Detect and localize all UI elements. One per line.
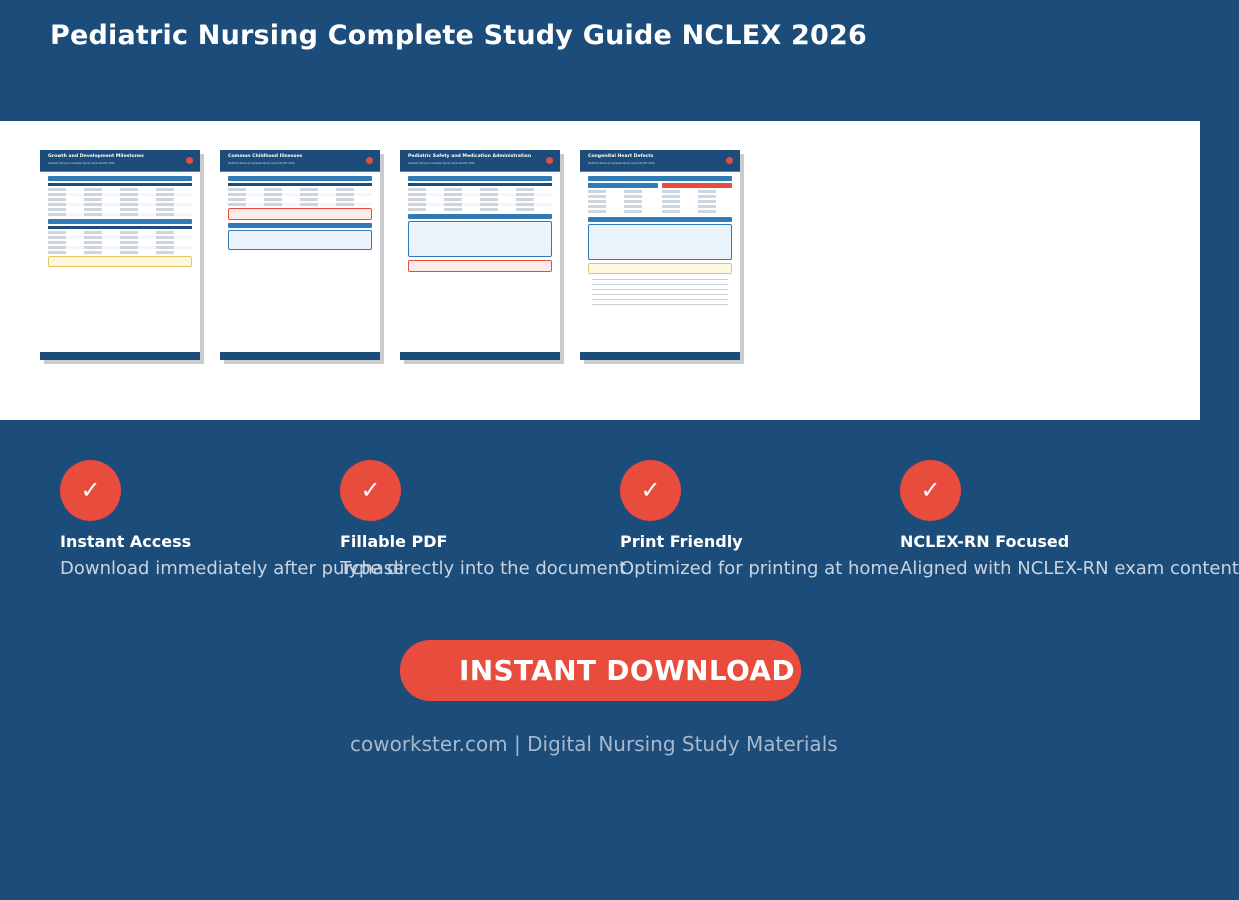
preview-gallery (0, 121, 1200, 420)
preview-page-subtitle: Pediatric Nursing Complete Study Guide NCLEX 2026 (408, 162, 475, 165)
preview-page-content (588, 176, 732, 307)
preview-page-growth[interactable] (40, 150, 200, 360)
feature-description: Optimized for printing at home (620, 558, 900, 579)
preview-page-title: Pediatric Safety and Medication Administration (408, 154, 532, 159)
features-section (0, 420, 1239, 900)
preview-page-illnesses[interactable] (220, 150, 380, 360)
feature-title: Print Friendly (620, 532, 743, 551)
page-badge-icon (366, 157, 373, 164)
header (0, 0, 1200, 121)
preview-page-header (580, 150, 740, 172)
preview-page-title: Growth and Development Milestones (48, 154, 144, 159)
preview-page-subtitle: Pediatric Nursing Complete Study Guide NCLEX 2026 (48, 162, 115, 165)
preview-page-header (400, 150, 560, 172)
preview-page-heart[interactable] (580, 150, 740, 360)
page-badge-icon (186, 157, 193, 164)
preview-page-subtitle: Pediatric Nursing Complete Study Guide NCLEX 2026 (588, 162, 655, 165)
preview-page-header (220, 150, 380, 172)
footer-text: coworkster.com | Digital Nursing Study Materials (350, 732, 838, 756)
feature-description: Aligned with NCLEX-RN exam content (900, 558, 1239, 579)
preview-page-subtitle: Pediatric Nursing Complete Study Guide NCLEX 2026 (228, 162, 295, 165)
feature-description: Download immediately after purchase (60, 558, 405, 579)
preview-page-content (228, 176, 372, 253)
preview-page-safety[interactable] (400, 150, 560, 360)
instant-download-button[interactable]: INSTANT DOWNLOAD (400, 640, 801, 701)
feature-title: Fillable PDF (340, 532, 448, 551)
preview-page-title: Congenital Heart Defects (588, 154, 654, 159)
feature-nclex-focused (900, 460, 1239, 579)
page-badge-icon (726, 157, 733, 164)
preview-page-header (40, 150, 200, 172)
feature-fillable-pdf (340, 460, 627, 579)
feature-title: Instant Access (60, 532, 192, 551)
preview-page-footer (400, 352, 560, 360)
check-icon: ✓ (340, 460, 401, 521)
preview-page-title: Common Childhood Illnesses (228, 154, 303, 159)
feature-title: NCLEX-RN Focused (900, 532, 1070, 551)
feature-description: Type directly into the document (340, 558, 627, 579)
page-badge-icon (546, 157, 553, 164)
preview-page-footer (220, 352, 380, 360)
feature-print-friendly (620, 460, 900, 579)
check-icon: ✓ (900, 460, 961, 521)
preview-page-content (48, 176, 192, 270)
preview-page-footer (580, 352, 740, 360)
preview-page-footer (40, 352, 200, 360)
preview-page-content (408, 176, 552, 275)
check-icon: ✓ (60, 460, 121, 521)
check-icon: ✓ (620, 460, 681, 521)
page-title: Pediatric Nursing Complete Study Guide NCLEX 2026 (50, 20, 868, 51)
